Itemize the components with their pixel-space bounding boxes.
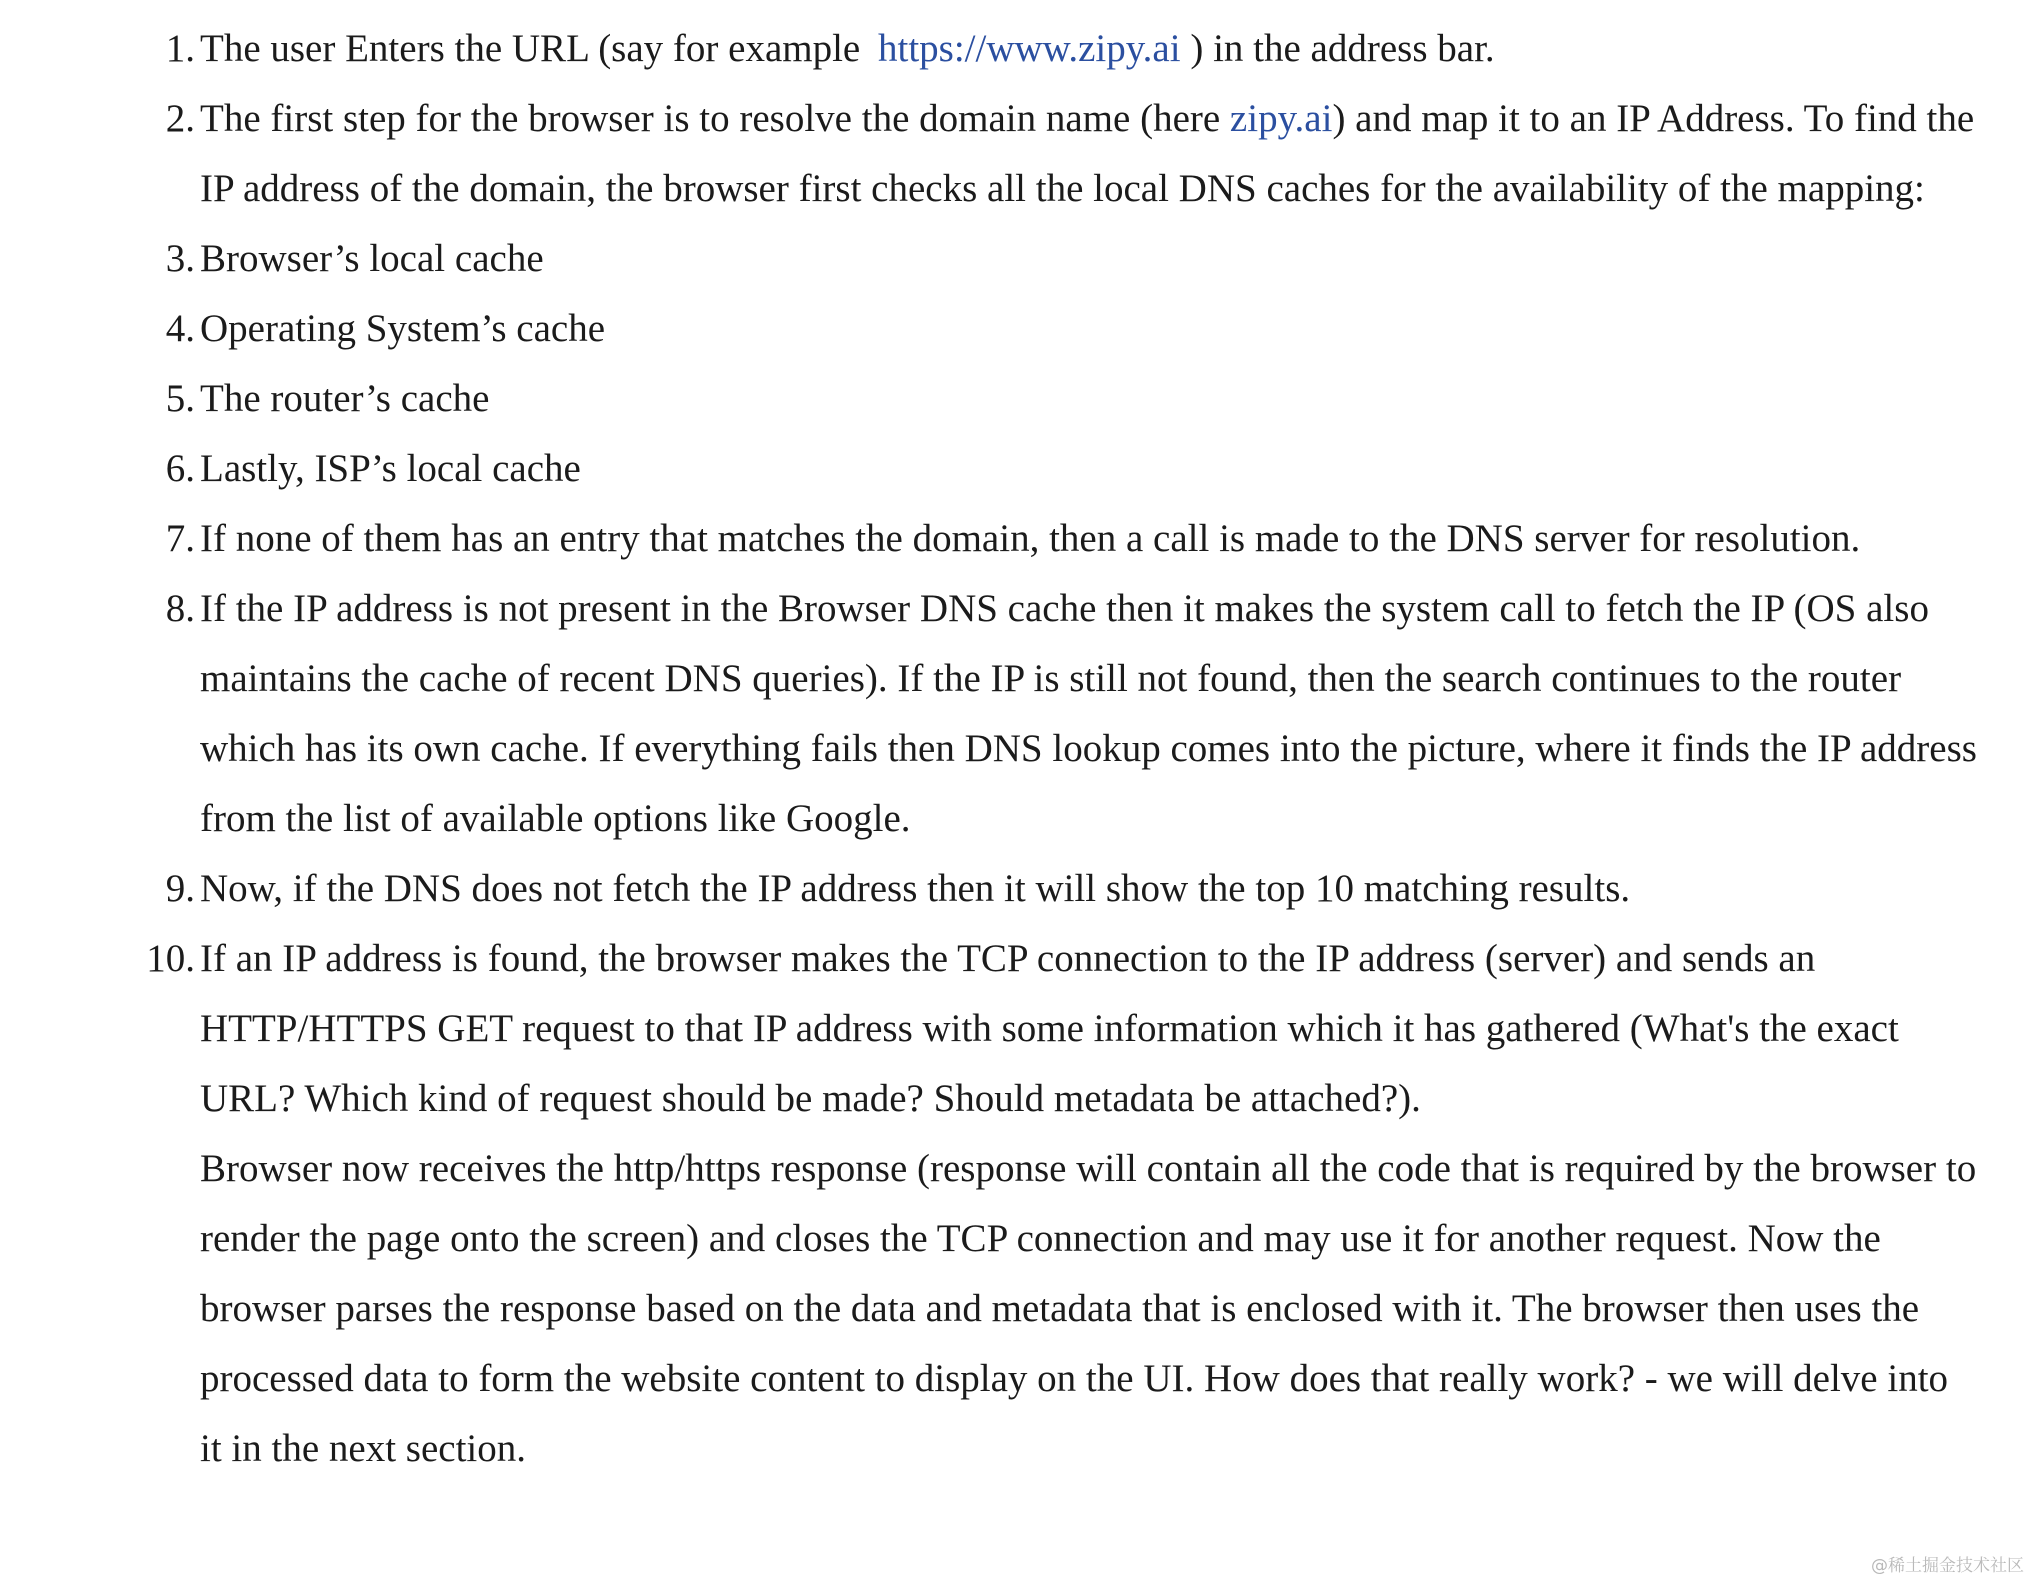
item-text: If an IP address is found, the browser makes the TCP connection to the IP address (server) and sends an HTTP/HTTPS GET request to that IP address with some information which it has gathered (What's the exact URL? Which kind of request should be made? Should metadata be attached?). (200, 937, 1899, 1120)
list-item-7 (0, 504, 2038, 574)
list-item-9 (0, 854, 2038, 924)
list-number: 10. (146, 937, 195, 980)
watermark: @稀土掘金技术社区 (1871, 1556, 2024, 1576)
item-continuation-text: Browser now receives the http/https response (response will contain all the code that is required by the browser to render the page onto the screen) and closes the TCP connection and may use it for another request. Now the browser parses the response based on the data and metadata that is enclosed with it. The browser then uses the processed data to form the website content to display on the UI. How does that really work? - we will delve into it in the next section. (200, 1147, 1977, 1470)
zipy-domain-link[interactable]: zipy.ai (1229, 97, 1333, 140)
list-number: 2. (165, 97, 195, 140)
list-item-8 (0, 574, 2038, 854)
item-text: The router’s cache (200, 377, 490, 420)
item-text: Operating System’s cache (200, 307, 606, 350)
item-text: If none of them has an entry that matches the domain, then a call is made to the DNS server for resolution. (200, 517, 1861, 560)
list-number: 1. (165, 27, 195, 70)
item-text: ) and map it to an IP Address. To find the IP address of the domain, the browser first checks all the local DNS caches for the availability of the mapping: (200, 97, 1975, 210)
item-text: Lastly, ISP’s local cache (200, 447, 581, 490)
list-item-6 (0, 434, 2038, 504)
list-number: 5. (165, 377, 195, 420)
item-text: If the IP address is not present in the Browser DNS cache then it makes the system call to fetch the IP (OS also maintains the cache of recent DNS queries). If the IP is still not found, then the search continues to the router which has its own cache. If everything fails then DNS lookup comes into the picture, where it finds the IP address from the list of available options like Google. (200, 587, 1977, 840)
list-number: 9. (165, 867, 195, 910)
item-text: ) in the address bar. (1180, 27, 1495, 70)
article-body (0, 14, 2038, 1484)
item-text: Browser’s local cache (200, 237, 544, 280)
item-text: The user Enters the URL (say for example (200, 27, 870, 70)
list-number: 6. (165, 447, 195, 490)
list-item-3 (0, 224, 2038, 294)
zipy-url-link[interactable]: https://www.zipy.ai (878, 27, 1181, 70)
list-item-2 (0, 84, 2038, 224)
list-item-10 (0, 924, 2038, 1484)
list-number: 4. (165, 307, 195, 350)
item-text: The first step for the browser is to resolve the domain name (here (200, 97, 1230, 140)
list-item-4 (0, 294, 2038, 364)
item-text: Now, if the DNS does not fetch the IP address then it will show the top 10 matching results. (200, 867, 1631, 910)
steps-list (0, 14, 2038, 1484)
list-number: 7. (165, 517, 195, 560)
list-number: 3. (165, 237, 195, 280)
list-item-1 (0, 14, 2038, 84)
list-number: 8. (165, 587, 195, 630)
list-item-5 (0, 364, 2038, 434)
